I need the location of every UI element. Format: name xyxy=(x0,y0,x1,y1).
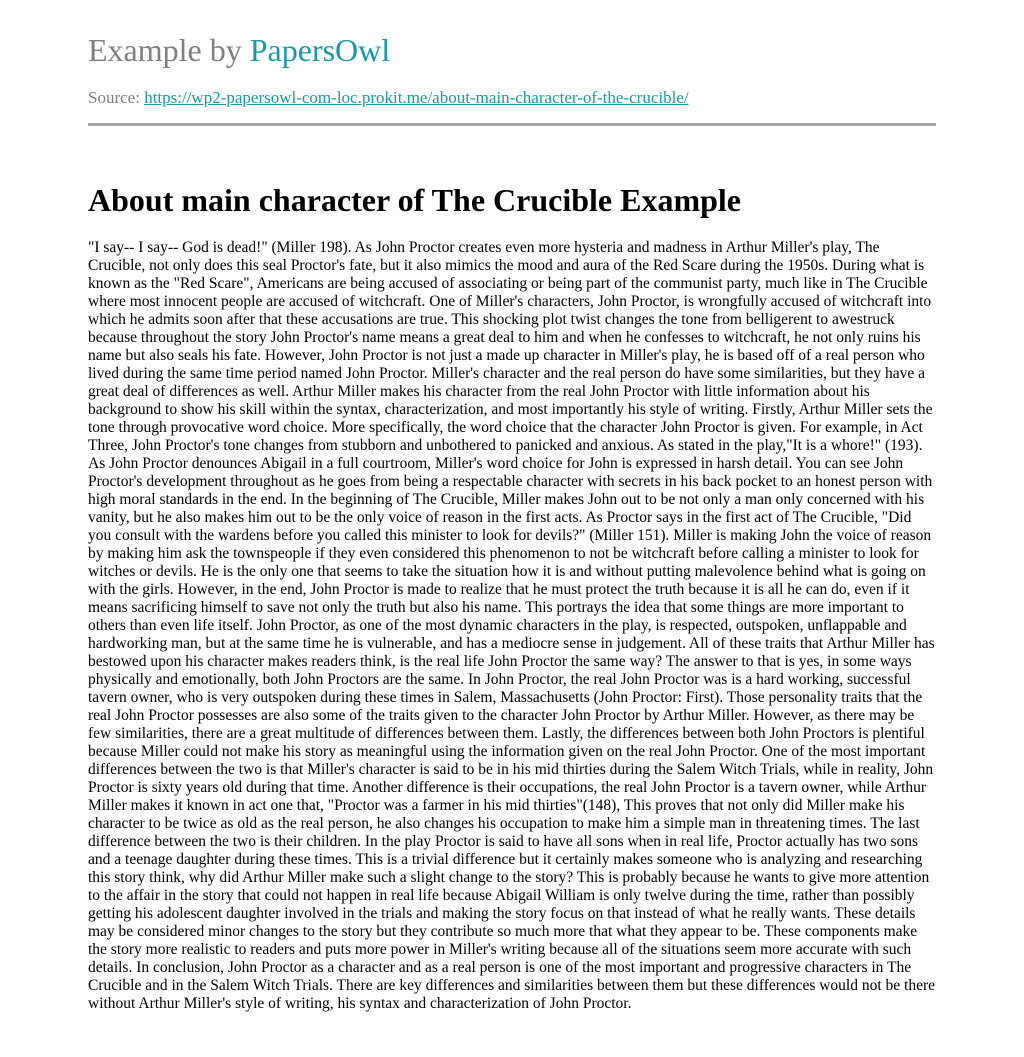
source-label: Source: xyxy=(88,88,145,107)
brand-name: PapersOwl xyxy=(249,32,391,68)
source-link[interactable]: https://wp2-papersowl-com-loc.prokit.me/about-main-character-of-the-crucible/ xyxy=(144,88,689,107)
source-line xyxy=(88,87,689,109)
header-divider xyxy=(88,123,936,126)
article-title: About main character of The Crucible Example xyxy=(88,182,741,218)
site-brand xyxy=(88,30,390,70)
article-body: "I say-- I say-- God is dead!" (Miller 198). As John Proctor creates even more hysteria and madness in Arthur Miller's play, The Crucible, not only does this seal Proctor's fate, but it also mimics the mood and aura of the Red Scare during the 1950s. During what is known as the "Red Scare", Americans are being accused of associating or being part of the communist party, much like in The Crucible where most innocent people are accused of witchcraft. One of Miller's characters, John Proctor, is wrongfully accused of witchcraft into which he admits soon after that these accusations are true. This shocking plot twist changes the tone from belligerent to awestruck because throughout the story John Proctor's name means a great deal to him and when he confesses to witchcraft, he not only ruins his name but also seals his fate. However, John Proctor is not just a made up character in Miller's play, he is based off of a real person who lived during the same time period named John Proctor. Miller's character and the real person do have some similarities, but they have a great deal of differences as well. Arthur Miller makes his character from the real John Proctor with little information about his background to show his skill within the syntax, characterization, and most importantly his style of writing. Firstly, Arthur Miller sets the tone through provocative word choice. More specifically, the word choice that the character John Proctor is given. For example, in Act Three, John Proctor's tone changes from stubborn and unbothered to panicked and anxious. As stated in the play,"It is a whore!" (193). As John Proctor denounces Abigail in a full courtroom, Miller's word choice for John is expressed in harsh detail. You can see John Proctor's development throughout as he goes from being a respectable character with secrets in his back pocket to an honest person with high moral standards in the end. In the beginning of The Crucible, Miller makes John out to be not only a man only concerned with his vanity, but he also makes him out to be the only voice of reason in the first acts. As Proctor says in the first act of The Crucible, "Did you consult with the wardens before you called this minister to look for devils?" (Miller 151). Miller is making John the voice of reason by making him ask the townspeople if they even considered this phenomenon to not be witchcraft before calling a minister to look for witches or devils. He is the only one that seems to take the situation how it is and without putting malevolence behind what is going on with the girls. However, in the end, John Proctor is made to realize that he must protect the truth because it is all he can do, even if it means sacrificing himself to save not only the truth but also his name. This portrays the idea that some things are more important to others than even life itself. John Proctor, as one of the most dynamic characters in the play, is respected, outspoken, unflappable and hardworking man, but at the same time he is vulnerable, and has a mediocre sense in judgement. All of these traits that Arthur Miller has bestowed upon his character makes readers think, is the real life John Proctor the same way? The answer to that is yes, in some ways physically and emotionally, both John Proctors are the same. In John Proctor, the real John Proctor was is a hard working, successful tavern owner, who is very outspoken during these times in Salem, Massachusetts (John Proctor: First). Those personality traits that the real John Proctor possesses are also some of the traits given to the character John Proctor by Arthur Miller. However, as there may be few similarities, there are a great multitude of differences between them. Lastly, the differences between both John Proctors is plentiful because Miller could not make his story as meaningful using the information given on the real John Proctor. One of the most important differences between the two is that Miller's character is said to be in his mid thirties during the Salem Witch Trials, while in reality, John Proctor is sixty years old during that time. Another difference is their occupations, the real John Proctor is a tavern owner, while Arthur Miller makes it known in act one that, "Proctor was a farmer in his mid thirties"(148), This proves that not only did Miller make his character to be twice as old as the real person, he also changes his occupation to make him a simple man in threatening times. The last difference between the two is their children. In the play Proctor is said to have all sons when in real life, Proctor actually has two sons and a teenage daughter during these times. This is a trivial difference but it certainly makes someone who is analyzing and researching this story think, why did Arthur Miller make such a slight change to the story? This is probably because he wants to give more attention to the affair in the story that could not happen in real life because Abigail William is only twelve during the time, rather than possibly getting his adolescent daughter involved in the trials and making the story focus on that instead of what he really wants. These details may be considered minor changes to the story but they contribute so much more that what they appear to be. These components make the story more realistic to readers and puts more power in Miller's writing because all of the situations seem more accurate with such details. In conclusion, John Proctor as a character and as a real person is one of the most important and progressive characters in The Crucible and in the Salem Witch Trials. There are key differences and similarities between them but these differences would not be there without Arthur Miller's style of writing, his syntax and characterization of John Proctor. xyxy=(88,239,936,1012)
brand-prefix: Example by xyxy=(88,32,250,68)
